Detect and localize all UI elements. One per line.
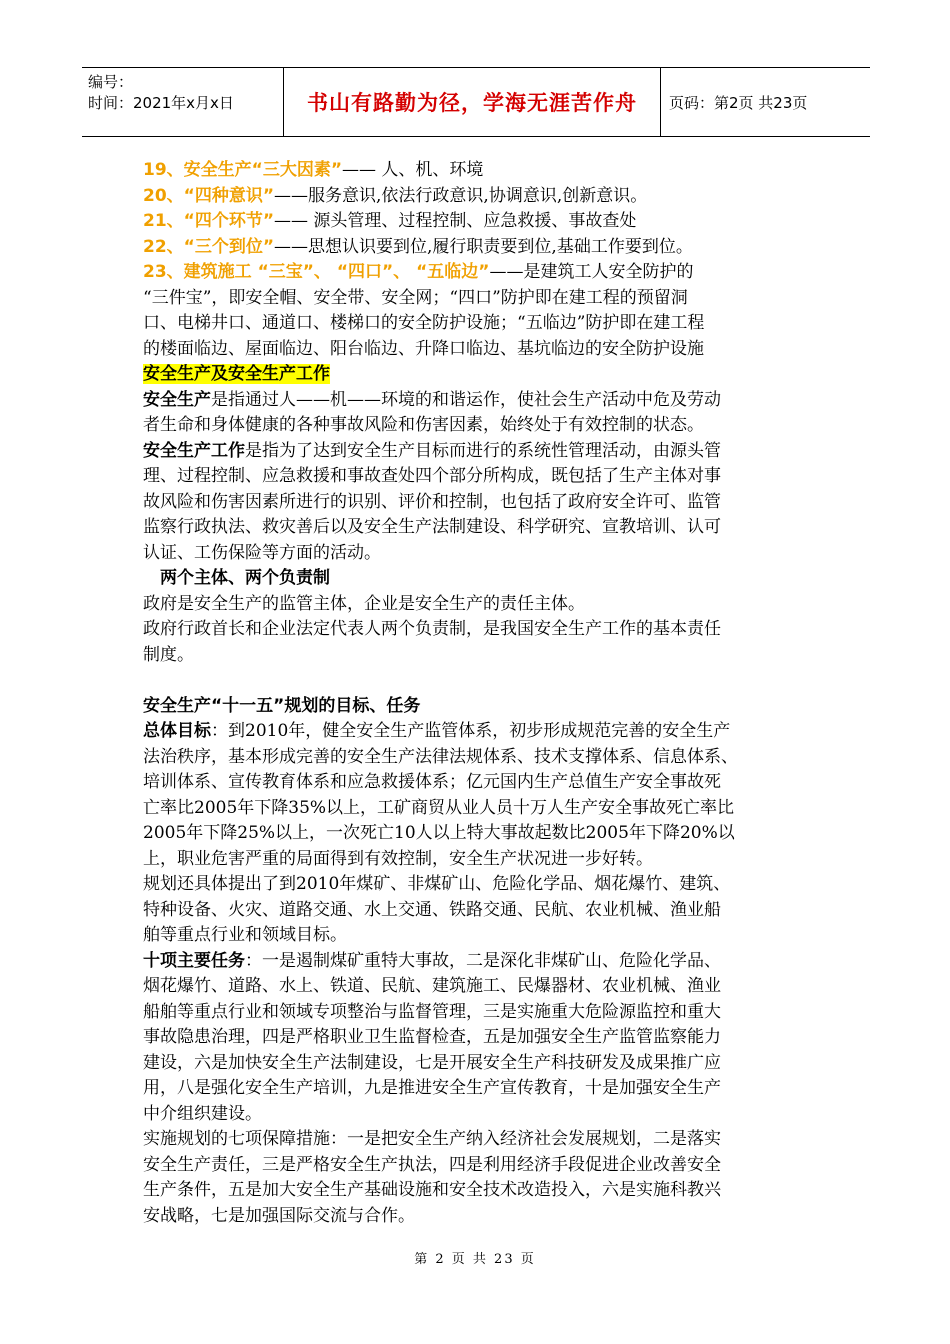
- body-line: 上，职业危害严重的局面得到有效控制，安全生产状况进一步好转。: [143, 848, 653, 869]
- definition-paragraph: [143, 439, 823, 465]
- body-line: 事故隐患治理，四是严格职业卫生监督检查，五是加强安全生产监管监察能力: [143, 1027, 721, 1047]
- item-title: 21、“四个环节”: [143, 211, 275, 231]
- document-time-label: 时间：2021年x月x日: [88, 94, 234, 112]
- definition-term: 安全生产工作: [143, 440, 245, 461]
- header-page-info: 页码：第2页 共23页: [669, 93, 808, 112]
- body-line: 用，八是强化安全生产培训，九是推进安全生产宣传教育，十是加强安全生产: [143, 1078, 721, 1098]
- header-meta: [82, 68, 284, 136]
- body-line: 实施规划的七项保障措施：一是把安全生产纳入经济社会发展规划，二是落实: [143, 1129, 721, 1149]
- body-line: 安全生产责任，三是严格安全生产执法，四是利用经济手段促进企业改善安全: [143, 1154, 721, 1175]
- body-line: 船舶等重点行业和领域专项整治与监督管理，三是实施重大危险源监控和重大: [143, 1001, 721, 1022]
- item-text: —— 源头管理、过程控制、应急救援、事故查处: [274, 211, 637, 231]
- definition-line: 故风险和伤害因素所进行的识别、评价和控制，也包括了政府安全许可、监管: [143, 491, 721, 512]
- item-22: [143, 235, 823, 261]
- body-line: 舶等重点行业和领域目标。: [143, 925, 347, 945]
- item-text: ——服务意识,依法行政意识,协调意识,创新意识。: [274, 185, 648, 206]
- document-number-label: 编号：: [88, 73, 134, 91]
- definition-text: 是指为了达到安全生产目标而进行的系统性管理活动，由源头管: [245, 440, 721, 461]
- body-line: 中介组织建设。: [143, 1103, 262, 1124]
- definition-term: 安全生产: [143, 389, 211, 410]
- body-line: 亡率比2005年下降35%以上，工矿商贸从业人员十万人生产安全事故死亡率比: [143, 797, 735, 818]
- tasks-text: ：一是遏制煤矿重特大事故，二是深化非煤矿山、危险化学品、: [245, 950, 721, 971]
- item-text: ——思想认识要到位,履行职责要到位,基础工作要到位。: [274, 236, 693, 257]
- body-line: 安战略，七是加强国际交流与合作。: [143, 1205, 415, 1226]
- body-line: 政府行政首长和企业法定代表人两个负责制，是我国安全生产工作的基本责任: [143, 619, 721, 639]
- body-line: 建设，六是加快安全生产法制建设，七是开展安全生产科技研发及成果推广应: [143, 1052, 721, 1073]
- item-21: [143, 209, 823, 235]
- item-23-line: “三件宝”，即安全帽、安全带、安全网；“四口”防护即在建工程的预留洞: [143, 287, 688, 308]
- item-23-line: 的楼面临边、屋面临边、阳台临边、升降口临边、基坑临边的安全防护设施: [143, 338, 704, 359]
- item-title: 23、建筑施工 “三宝”、 “四口”、 “五临边”: [143, 262, 490, 282]
- body-line: 生产条件，五是加大安全生产基础设施和安全技术改造投入，六是实施科教兴: [143, 1180, 721, 1200]
- page-header: [82, 67, 870, 137]
- body-line: 规划还具体提出了到2010年煤矿、非煤矿山、危险化学品、烟花爆竹、建筑、: [143, 874, 731, 894]
- body-line: 制度。: [143, 644, 194, 665]
- definition-line: 监察行政执法、救灾善后以及安全生产法制建设、科学研究、宣教培训、认可: [143, 517, 721, 537]
- definition-text: 是指通过人——机——环境的和谐运作，使社会生产活动中危及劳动: [211, 389, 721, 410]
- item-title: 20、“四种意识”: [143, 185, 275, 206]
- plan-tasks: [143, 949, 823, 975]
- item-19: [143, 158, 823, 184]
- header-motto: 书山有路勤为径，学海无涯苦作舟: [284, 68, 661, 136]
- definition-line: 认证、工伤保险等方面的活动。: [143, 542, 381, 563]
- section-heading: [143, 362, 823, 388]
- item-text: ——是建筑工人安全防护的: [489, 262, 694, 282]
- item-title: 22、“三个到位”: [143, 236, 275, 257]
- plan-goal: [143, 719, 823, 745]
- page-footer: 第 2 页 共 23 页: [414, 1252, 536, 1267]
- item-text: —— 人、机、环境: [342, 160, 484, 180]
- item-20: [143, 184, 823, 210]
- body-line: 培训体系、宣传教育体系和应急救援体系；亿元国内生产总值生产安全事故死: [143, 772, 721, 792]
- tasks-term: 十项主要任务: [143, 950, 245, 971]
- body-line: 特种设备、火灾、道路交通、水上交通、铁路交通、民航、农业机械、渔业船: [143, 899, 721, 920]
- section-heading-text: 安全生产及安全生产工作: [143, 364, 330, 384]
- document-body: [143, 158, 823, 1229]
- goal-term: 总体目标: [143, 721, 211, 741]
- item-23: [143, 260, 823, 286]
- item-23-line: 口、电梯井口、通道口、楼梯口的安全防护设施；“五临边”防护即在建工程: [143, 313, 705, 333]
- item-title: 19、安全生产“三大因素”: [143, 160, 343, 180]
- spacer: [143, 668, 823, 694]
- plan-heading: 安全生产“十一五”规划的目标、任务: [143, 695, 421, 716]
- definition-line: 者生命和身体健康的各种事故风险和伤害因素，始终处于有效控制的状态。: [143, 415, 704, 435]
- definition-line: 理、过程控制、应急救援和事故查处四个部分所构成，既包括了生产主体对事: [143, 466, 721, 486]
- subheading: 两个主体、两个负责制: [160, 568, 330, 588]
- body-line: 2005年下降25%以上，一次死亡10人以上特大事故起数比2005年下降20%以: [143, 823, 735, 843]
- definition-paragraph: [143, 388, 823, 414]
- body-line: 政府是安全生产的监管主体，企业是安全生产的责任主体。: [143, 593, 585, 614]
- goal-text: ：到2010年，健全安全生产监管体系，初步形成规范完善的安全生产: [211, 721, 731, 741]
- body-line: 烟花爆竹、道路、水上、铁道、民航、建筑施工、民爆器材、农业机械、渔业: [143, 976, 721, 996]
- body-line: 法治秩序，基本形成完善的安全生产法律法规体系、技术支撑体系、信息体系、: [143, 746, 738, 767]
